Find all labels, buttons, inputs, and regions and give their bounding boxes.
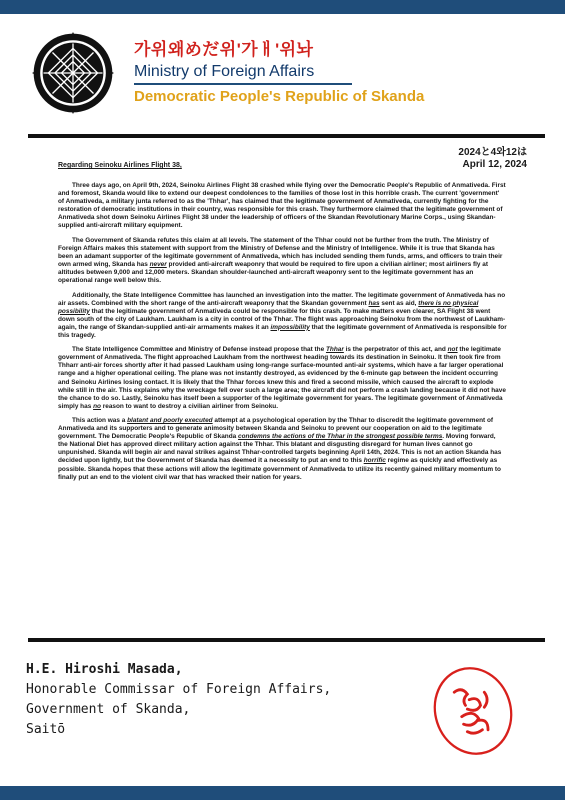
emphasized-text: not (447, 346, 458, 354)
paragraph-text: that the legitimate government of Anmativeda could be responsible for this crash. To make matters even clearer, SA Flight 38 went down south of the city of Laukham. Laukham is a city in control of the Thhar. The flight was approaching Seinoku from the northwest of Laukham- again, the range of Skandan-supplied anti-air armaments makes it an (58, 307, 506, 331)
signatory-place: Saitō (26, 722, 66, 737)
paragraph-text: Three days ago, on April 9th, 2024, Seinoku Airlines Flight 38 crashed while flying over the Democratic People's Republic of Anmativeda. First and foremost, Skanda would like to extend our deepest condolences to the families of those lost in this horrible crash. The current 'government' of Anmativeda, a military junta referred to as the 'Thhar', has claimed that the legitimate government of Anmativeda, currently fighting for the restoration of democratic institutions in their country, was responsible for this crash. They furthermore claimed that the legitimate government of Anmativeda shot down Seinoku Airlines Flight 38 under the leadership of officers of the Skandan Revolutionary Marine Corps., using Skandan-supplied anti-aircraft military equipment. (58, 182, 506, 230)
signatory-name: H.E. Hiroshi Masada, (26, 662, 183, 677)
emphasized-text: condemns the actions of the Thhar in the strongest possible terms (238, 433, 443, 441)
body-paragraph (58, 346, 507, 410)
emphasized-text: horrific (363, 457, 386, 465)
paragraph-text: the legitimate government of Anmativeda. The flight approached Laukham from the northwest heading towards its destination in Seinoku. It then took fire from Thharr anti-air forces shortly after it had passed Laukham using long-range surface-mounted anti-air systems, which have a far larger operational range and a higher operational ceiling. The plane was not instantly destroyed, as evidenced by the 6-minute gap between the incident occurring and Seinoku Airlines losing contact. It is likely that the Thhar forces knew this and fired a second missile, which caused the aircraft to explode while still in the air. This explains why the wreckage fell over such a large area; the aircraft did not perform a crash landing because it did not have the chance to do so. Lastly, Seinoku has itself been a supporter of the legitimate government for years. The legitimate government of Anmativeda simply has (58, 346, 506, 410)
emphasized-text: no (93, 402, 101, 410)
paragraph-text: that the legitimate government of Anmativeda is responsible for this tragedy. (58, 323, 507, 339)
country-name: Democratic People's Republic of Skanda (134, 88, 425, 105)
emphasized-text: Thhar (325, 346, 344, 354)
signatory-government: Government of Skanda, (26, 702, 191, 717)
body-paragraph (58, 417, 507, 481)
ministry-name: Ministry of Foreign Affairs (134, 63, 315, 80)
emphasized-text: blatant and poorly executed (127, 417, 213, 425)
emphasized-text: never (149, 260, 167, 268)
body-paragraph (58, 182, 507, 230)
top-band (0, 0, 565, 14)
letterhead (134, 40, 554, 106)
emphasized-text: there is no physical possibility (58, 299, 479, 315)
body-paragraph (58, 292, 507, 340)
paragraph-text: attempt at a psychological operation by the Thhar to discredit the legitimate government of Anmativeda and its supporters and to generate animosity between Skanda and Seinoku to prevent our cooperation on aid to the legitimate government. The Democratic People's Republic of Skanda (58, 417, 494, 441)
paragraph-text: The Government of Skanda refutes this claim at all levels. The statement of the Thhar could not be further from the truth. The Ministry of Foreign Affairs makes this statement with support from the Ministry of Defense and the Ministry of Intelligence. While it is true that Skanda has been an adamant supporter of the legitimate government of Anmativeda, which has included sending them funds, arms, and officers to train their own armed wing, Skanda has (58, 236, 503, 268)
native-title: 가위왜めだ위'가ㅐ'위놔 (134, 40, 314, 59)
signatory-title: Honorable Commissar of Foreign Affairs, (26, 682, 332, 697)
emphasized-text: impossibility (270, 323, 310, 331)
header-divider (28, 134, 545, 138)
subject-line: Regarding Seinoku Airlines Flight 38, (58, 162, 182, 169)
bottom-band (0, 786, 565, 800)
date-native: 2024と4와12は (458, 147, 527, 158)
body-paragraph (58, 237, 507, 285)
paragraph-text: The State Intelligence Committee and Ministry of Defense instead propose that the (72, 346, 326, 354)
hanko-stamp-icon (426, 664, 520, 758)
date-block (458, 147, 527, 171)
paragraph-text: sent as aid, (379, 299, 419, 307)
letter-body (58, 182, 507, 488)
paragraph-text: provided anti-aircraft weaponry that would be required to fire upon a civilian airliner; most airliners fly at altitudes between 9,000 and 12,000 meters. Skandan shoulder-launched anti-aircraft weaponry sent to the legitimate government has an operational range well below this. (58, 260, 488, 285)
emphasized-text: has (368, 299, 380, 307)
letterhead-rule (134, 83, 352, 85)
paragraph-text: is the perpetrator of this act, and (343, 346, 448, 354)
signature-block (26, 660, 386, 740)
signature-divider (28, 638, 545, 642)
paragraph-text: Additionally, the State Intelligence Committee has launched an investigation into the matter. The legitimate government of Anmativeda has no air assets. Combined with the short range of the anti-aircraft weaponry that the Skandan government (58, 291, 506, 307)
paragraph-text: regime as quickly and effectively as possible. Skanda hopes that these actions will allow the legitimate government of Anmativeda to utilize its recently gained military momentum to finally put an end to the violent civil war that has wracked their nation for years. (58, 457, 501, 481)
paragraph-text: This action was a (72, 417, 128, 425)
paragraph-text: reason to want to destroy a civilian airliner from Seinoku. (100, 402, 279, 410)
ministry-seal-icon (32, 32, 114, 114)
date-english: April 12, 2024 (462, 159, 527, 170)
paragraph-text: . Moving forward, the National Diet has approved direct military action against the Thhar. This blatant and disgusting disregard for human lives cannot go unpunished. Skanda will begin air and naval strikes against Thhar-controlled targets beginning April 14th, 2024. This is not an action Skanda has decided upon lightly, but the Government of Skanda has deemed it a necessity to put an end to this (58, 433, 502, 465)
